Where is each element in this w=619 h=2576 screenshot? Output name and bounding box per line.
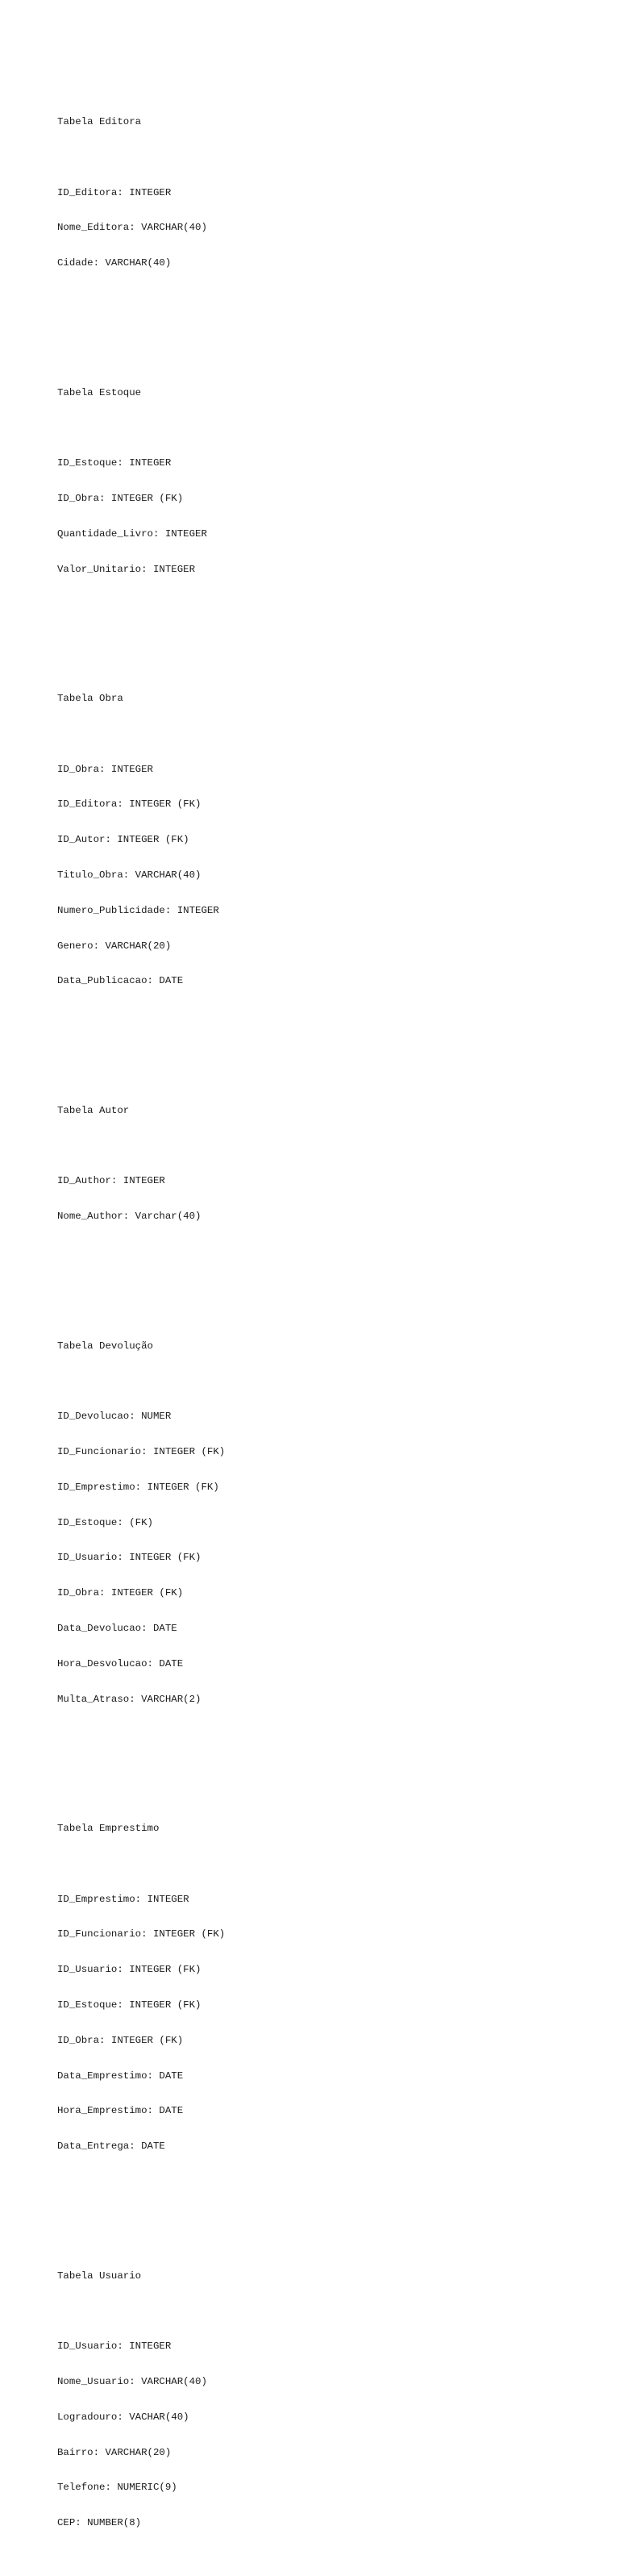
field-line: Nome_Author: Varchar(40) (57, 1211, 201, 1223)
field-line: ID_Funcionario: INTEGER (FK) (57, 1446, 226, 1458)
field-line: ID_Emprestimo: INTEGER (57, 1893, 189, 1905)
document-body (57, 57, 573, 2576)
field-line: Titulo_Obra: VARCHAR(40) (57, 869, 201, 881)
field-line: Genero: VARCHAR(20) (57, 940, 172, 952)
blank-line (57, 293, 573, 305)
field-line: Cidade: VARCHAR(40) (57, 257, 172, 269)
field-line: Data_Devolucao: DATE (57, 1622, 177, 1634)
table-block-obra (57, 669, 573, 1046)
field-line: ID_Usuario: INTEGER (FK) (57, 1964, 201, 1976)
field-line: Nome_Usuario: VARCHAR(40) (57, 2375, 207, 2387)
field-line: Quantidade_Livro: INTEGER (57, 527, 207, 540)
blank-line (57, 1728, 573, 1740)
blank-line (57, 2305, 573, 2317)
blank-line (57, 1011, 573, 1023)
field-line: ID_Emprestimo: INTEGER (FK) (57, 1481, 219, 1493)
field-line: Nome_Editora: VARCHAR(40) (57, 222, 207, 234)
field-line: Bairro: VARCHAR(20) (57, 2446, 172, 2458)
table-title: Tabela Editora (57, 115, 142, 127)
blank-line (57, 1858, 573, 1870)
table-title: Tabela Autor (57, 1104, 130, 1116)
field-line: ID_Estoque: INTEGER (FK) (57, 1999, 201, 2011)
table-title: Tabela Usuario (57, 2270, 142, 2282)
field-line: Logradouro: VACHAR(40) (57, 2411, 189, 2423)
field-line: ID_Estoque: (FK) (57, 1516, 153, 1528)
table-block-estoque (57, 363, 573, 634)
field-line: ID_Usuario: INTEGER (FK) (57, 1552, 201, 1564)
field-line: Data_Publicacao: DATE (57, 975, 184, 987)
table-block-editora (57, 93, 573, 328)
blank-line (57, 152, 573, 164)
blank-line (57, 422, 573, 434)
field-line: Multa_Atraso: VARCHAR(2) (57, 1693, 201, 1705)
table-title: Tabela Obra (57, 693, 123, 705)
field-line: ID_Estoque: INTEGER (57, 457, 172, 469)
field-line: ID_Obra: INTEGER (FK) (57, 1587, 184, 1599)
field-line: Data_Emprestimo: DATE (57, 2070, 184, 2082)
table-block-autor (57, 1082, 573, 1282)
field-line: Telefone: NUMERIC(9) (57, 2482, 177, 2494)
blank-line (57, 1140, 573, 1153)
field-line: ID_Author: INTEGER (57, 1175, 165, 1187)
field-line: ID_Editora: INTEGER (57, 186, 172, 198)
field-line: ID_Usuario: INTEGER (57, 2340, 172, 2353)
field-line: ID_Obra: INTEGER (FK) (57, 2034, 184, 2046)
field-line: ID_Funcionario: INTEGER (FK) (57, 1928, 226, 1940)
field-line: Hora_Desvolucao: DATE (57, 1657, 184, 1669)
blank-line (57, 1246, 573, 1258)
field-line: ID_Autor: INTEGER (FK) (57, 834, 189, 846)
field-line: CEP: NUMBER(8) (57, 2517, 142, 2529)
blank-line (57, 598, 573, 611)
blank-line (57, 2176, 573, 2188)
field-line: ID_Obra: INTEGER (FK) (57, 492, 184, 504)
table-block-devolucao (57, 1317, 573, 1765)
table-title: Tabela Devolução (57, 1340, 153, 1352)
table-title: Tabela Estoque (57, 386, 142, 398)
field-line: Numero_Publicidade: INTEGER (57, 904, 219, 916)
table-title: Tabela Emprestimo (57, 1823, 160, 1835)
field-line: Hora_Emprestimo: DATE (57, 2105, 184, 2117)
field-line: ID_Editora: INTEGER (FK) (57, 798, 201, 811)
blank-line (57, 1376, 573, 1388)
field-line: ID_Devolucao: NUMER (57, 1411, 172, 1423)
table-block-emprestimo (57, 1799, 573, 2211)
field-line: ID_Obra: INTEGER (57, 763, 153, 775)
field-line: Valor_Unitario: INTEGER (57, 563, 196, 575)
table-block-usuario (57, 2246, 573, 2552)
field-line: Data_Entrega: DATE (57, 2140, 165, 2153)
blank-line (57, 728, 573, 740)
